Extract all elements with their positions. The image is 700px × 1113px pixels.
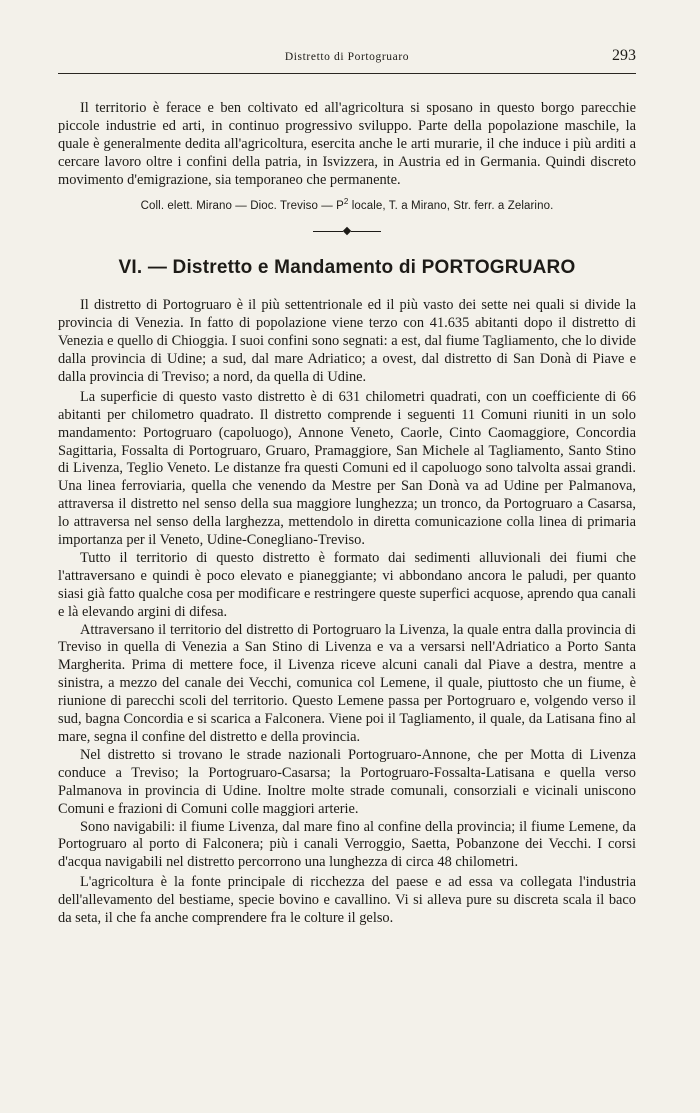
body-paragraph: Nel distretto si trovano le strade nazionali Portogruaro-Annone, che per Motta di Livenza conduce a Treviso; la Portogruaro-Casarsa; la Portogruaro-Fossalta-Latisana e quella verso Palmanova in provincia di Udine. Inoltre molte strade comunali, consorziali e vicinali uniscono Comuni e frazioni di Comuni colle maggiori arterie. [58,746,636,817]
divider-line-right [351,231,381,232]
body-paragraph: La superficie di questo vasto distretto è di 631 chilometri quadrati, con un coefficiente di 66 abitanti per chilometro quadrato. Il distretto comprende i seguenti 11 Comuni riuniti in un solo mandamento: Portogruaro (capoluogo), Annone Veneto, Caorle, Cinto Caomaggiore, Concordia Sagittaria, Fossalta di Portogruaro, Gruaro, Pramaggiore, San Michele al Tagliamento, Santo Stino di Livenza, Teglio Veneto. Le distanze fra questi Comuni ed il capoluogo sono talvolta assai grandi. Una linea ferroviaria, quella che venendo da Mestre per San Donà va ad Udine per Palmanova, attraversa il distretto nel senso della sua maggiore lunghezza; un tronco, da Portogruaro a Casarsa, lo attraversa nel senso della larghezza, mettendolo in diretta comunicazione colla linea di primaria importanza per il Veneto, Udine-Conegliano-Treviso. [58,388,636,549]
body-paragraph: L'agricoltura è la fonte principale di ricchezza del paese e ad essa va collegata l'industria dell'allevamento del bestiame, specie bovino e cavallino. Vi si alleva pure su discreta scala il baco da seta, il che fa anche comprendere fra le colture il gelso. [58,874,636,927]
section-title: VI. — Distretto e Mandamento di PORTOGRUARO [118,257,576,279]
page-body [58,100,636,928]
electoral-note-superscript: 2 [343,196,349,206]
running-title: Distretto di Portogruaro [284,51,410,63]
electoral-note-end: locale, T. a Mirano, Str. ferr. a Zelarino. [348,199,554,212]
section-divider-ornament [58,217,636,245]
body-paragraph: Tutto il territorio di questo distretto è formato dai sedimenti alluvionali dei fiumi che l'attraversano e quindi è poco elevato e pianeggiante; vi abbondano ancora le paludi, per quanto siasi già fatto qualche cosa per modificare e restringere queste superfici acquose, aprendo qua canali e là elevando argini di difesa. [58,549,636,620]
electoral-note [58,193,636,216]
electoral-note-start: Coll. elett. Mirano — Dioc. Treviso — P [140,199,344,212]
body-paragraph: Sono navigabili: il fiume Livenza, dal mare fino al confine della provincia; il fiume Lemene, da Portogruaro al porto di Falconera; più i canali Verroggio, Saetta, Pobanzone dei Vecchi. I corsi d'acqua navigabili nel distretto percorrono una lunghezza di circa 48 chilometri. [58,818,636,871]
divider-diamond-icon [343,227,351,235]
header-rule [58,73,636,74]
body-paragraph: Il distretto di Portogruaro è il più settentrionale ed il più vasto dei sette nei quali si divide la provincia di Venezia. In fatto di popolazione viene terzo con 41.635 abitanti dopo il distretto di Venezia e quello di Chioggia. I suoi confini sono segnati: a est, dal fiume Tagliamento, che lo divide dalla provincia di Udine; a sud, dal mare Adriatico; a ovest, dal distretto di San Donà di Piave e dalla provincia di Treviso; a nord, da quella di Udine. [58,297,636,385]
intro-paragraph: Il territorio è ferace e ben coltivato ed all'agricoltura si sposano in questo borgo parecchie piccole industrie ed arti, in continuo progressivo sviluppo. Parte della popolazione maschile, la quale è generalmente dedita all'agricoltura, esercita anche le arti murarie, il che induce i più arditi a cercare lavoro oltre i confini della patria, in Isvizzera, in Austria ed in Germania. Quindi discreto movimento d'emigrazione, sia temporaneo che permanente. [58,100,636,188]
body-paragraph: Attraversano il territorio del distretto di Portogruaro la Livenza, la quale entra dalla provincia di Treviso in quella di Venezia a San Stino di Livenza e va a versarsi nell'Adriatico a Porto Santa Margherita. Prima di mettere foce, il Livenza riceve alcuni canali dal Piave a destra, mentre a sinistra, a mezzo del canale dei Vecchi, comunica col Lemene, il quale, piuttosto che un fiume, è riunione di parecchi scoli del territorio. Questo Lemene passa per Portogruaro e, volgendo verso il sud, bagna Concordia e si scarica a Falconera. Viene poi il Tagliamento, il quale, da Latisana fino al mare, segna il confine del distretto e della provincia. [58,621,636,746]
divider-line-left [313,231,343,232]
page-number: 293 [612,47,636,64]
page-header [58,0,636,80]
